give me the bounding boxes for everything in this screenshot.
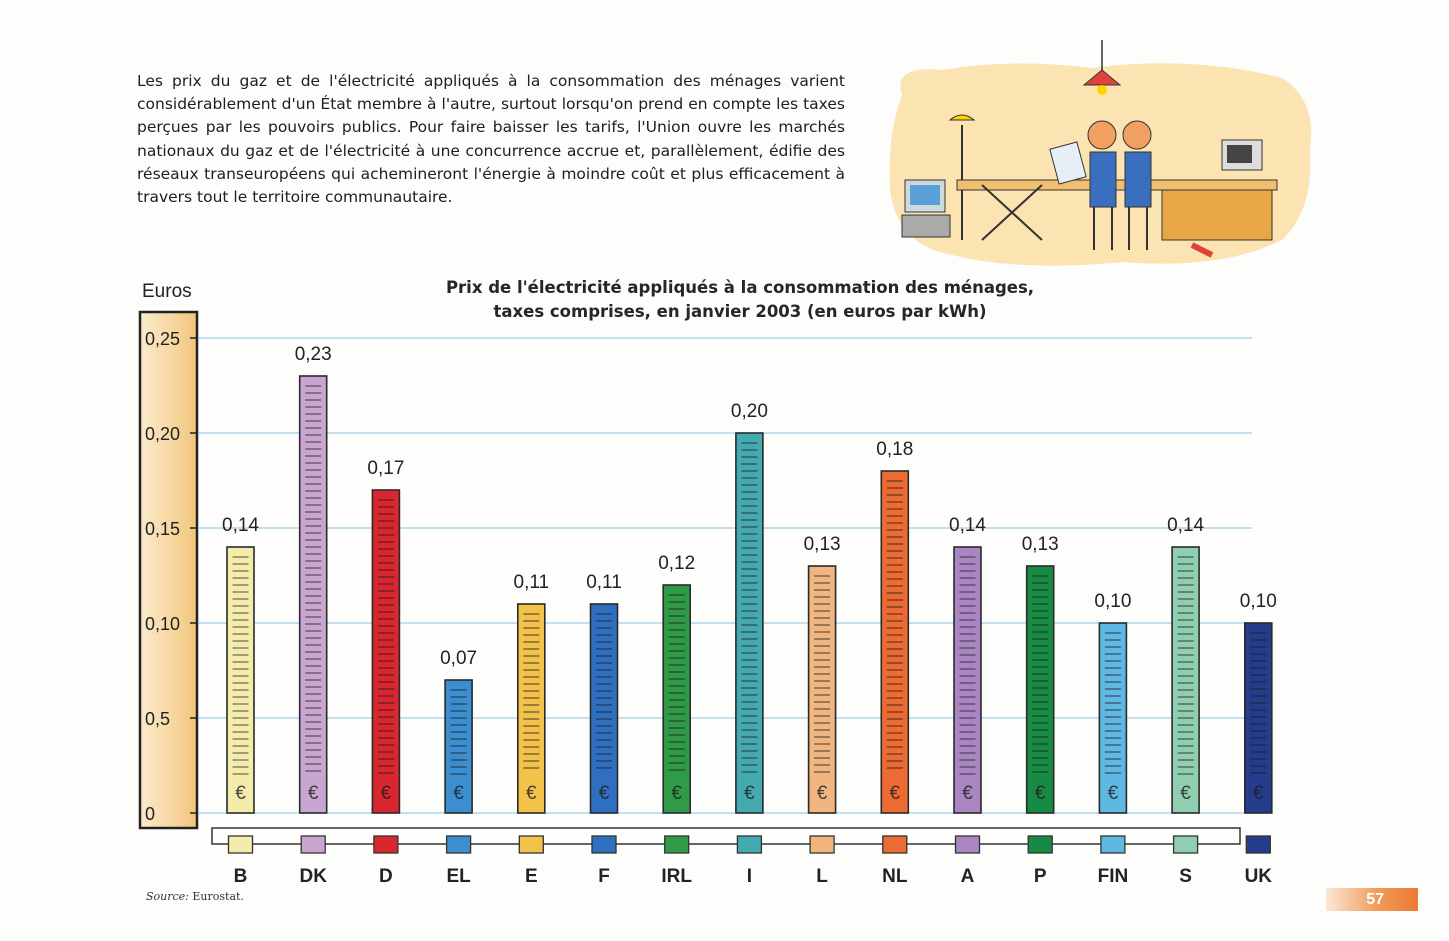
intro-paragraph: Les prix du gaz et de l'électricité appliqués à la consommation des ménages varient considérablement d'un État membre à l'autre, surtout lorsqu'on prend en compte les taxes perçues par les pouvoirs publics. Pour faire baisser les tarifs, l'Union ouvre les marchés nationaux du gaz et de l'électricité à une concurrence accrue et, parallèlement, édifie des réseaux transeuropéens qui achemineront l'énergie à moindre coût et plus efficacement à travers tout le territoire communautaire. — [137, 72, 845, 207]
legend-swatch — [519, 836, 543, 853]
bar — [954, 547, 981, 813]
bar-F — [586, 572, 622, 813]
bar-texture — [1250, 633, 1266, 773]
euro-symbol: € — [816, 783, 828, 804]
data-label: 0,12 — [658, 553, 696, 574]
data-label: 0,14 — [1167, 515, 1205, 536]
data-label: 0,11 — [513, 572, 550, 593]
legend-swatch — [1246, 836, 1270, 853]
bar-S — [1167, 515, 1204, 813]
source-note — [146, 890, 244, 903]
bar-A — [949, 515, 986, 813]
y-axis-band — [140, 312, 198, 829]
legend-swatch — [883, 836, 907, 853]
data-label: 0,13 — [1021, 534, 1059, 555]
bar-B — [222, 515, 259, 813]
bar-P — [1022, 534, 1059, 813]
euro-symbol: € — [744, 783, 755, 804]
x-tick-label: B — [233, 866, 248, 887]
x-tick-label: P — [1033, 866, 1047, 887]
x-tick-label: E — [524, 866, 538, 887]
legend-swatch — [592, 836, 616, 853]
legend-swatch — [956, 836, 980, 853]
x-tick-label: EL — [446, 866, 471, 887]
euro-symbol: € — [962, 783, 973, 804]
euro-symbol: € — [598, 783, 610, 804]
data-label: 0,11 — [586, 572, 622, 593]
legend-swatch — [1028, 836, 1052, 853]
data-label: 0,13 — [803, 534, 841, 555]
chart-title-line-2: taxes comprises, en janvier 2003 (en euros par kWh) — [493, 302, 987, 321]
euro-symbol: € — [671, 783, 682, 804]
legend-swatch — [229, 836, 253, 853]
data-label: 0,20 — [730, 401, 768, 422]
bar — [227, 547, 254, 813]
euro-symbol: € — [1253, 783, 1264, 804]
x-tick-label: NL — [882, 866, 908, 887]
y-tick-label: 0,20 — [145, 424, 181, 444]
x-tick-label: L — [816, 866, 828, 887]
bar — [1027, 566, 1054, 813]
x-tick-label: DK — [299, 866, 327, 887]
bar-IRL — [658, 553, 695, 813]
x-axis-labels — [234, 866, 1273, 887]
y-tick-label: 0,10 — [145, 614, 181, 634]
legend-strip — [212, 828, 1240, 844]
euro-symbol: € — [889, 783, 901, 804]
data-label: 0,10 — [1094, 591, 1132, 612]
euro-symbol: € — [307, 783, 319, 804]
bar — [663, 585, 690, 813]
x-tick-label: A — [960, 866, 975, 887]
data-label: 0,17 — [367, 458, 405, 479]
data-label: 0,10 — [1239, 591, 1277, 612]
x-tick-label: D — [379, 866, 393, 887]
y-tick-label: 0,15 — [145, 519, 181, 539]
euro-symbol: € — [1034, 783, 1046, 804]
legend-swatch — [737, 836, 761, 853]
gridlines — [198, 338, 1252, 813]
x-tick-label: IRL — [661, 866, 693, 887]
data-label: 0,14 — [222, 515, 259, 536]
legend-swatch — [810, 836, 834, 853]
x-tick-label: I — [746, 866, 753, 887]
bars — [222, 344, 1277, 813]
bar-DK — [295, 344, 332, 813]
bar-D — [367, 458, 404, 813]
data-label: 0,23 — [294, 344, 332, 365]
euro-symbol: € — [1180, 783, 1191, 804]
bar — [372, 490, 399, 813]
x-tick-label: UK — [1244, 866, 1273, 887]
x-tick-label: F — [598, 866, 610, 887]
bar-NL — [876, 439, 913, 813]
bar — [1172, 547, 1199, 813]
chart-title-line-1: Prix de l'électricité appliqués à la consommation des ménages, — [445, 278, 1035, 297]
data-label: 0,07 — [440, 648, 478, 669]
y-tick-label: 0 — [145, 804, 156, 824]
bar-FIN — [1094, 591, 1131, 813]
page-number: 57 — [1326, 888, 1418, 911]
bar-UK — [1240, 591, 1277, 813]
y-tick-label: 0,25 — [145, 329, 181, 349]
legend-swatch — [301, 836, 325, 853]
data-label: 0,14 — [949, 515, 986, 536]
legend-swatch — [374, 836, 398, 853]
source-text: Eurostat. — [192, 890, 244, 903]
bar-I — [731, 401, 768, 813]
euro-symbol: € — [380, 783, 392, 804]
x-tick-label: S — [1179, 866, 1192, 887]
euro-symbol: € — [235, 783, 246, 804]
euro-symbol: € — [453, 783, 464, 804]
source-label: Source: — [146, 890, 189, 903]
bar-L — [804, 534, 841, 813]
bar-E — [514, 572, 550, 813]
bar-texture — [1105, 633, 1121, 773]
euro-symbol: € — [1107, 783, 1119, 804]
y-tick-label: 0,5 — [145, 709, 171, 729]
bar — [736, 433, 763, 813]
bar-EL — [440, 648, 477, 813]
y-axis-label: Euros — [142, 281, 192, 302]
legend-swatch — [665, 836, 689, 853]
legend-swatch — [1101, 836, 1125, 853]
euro-symbol: € — [526, 783, 537, 804]
legend-swatch — [447, 836, 471, 853]
data-label: 0,18 — [876, 439, 914, 460]
bar — [809, 566, 836, 813]
legend — [229, 836, 1271, 853]
legend-swatch — [1174, 836, 1198, 853]
x-tick-label: FIN — [1097, 866, 1129, 887]
